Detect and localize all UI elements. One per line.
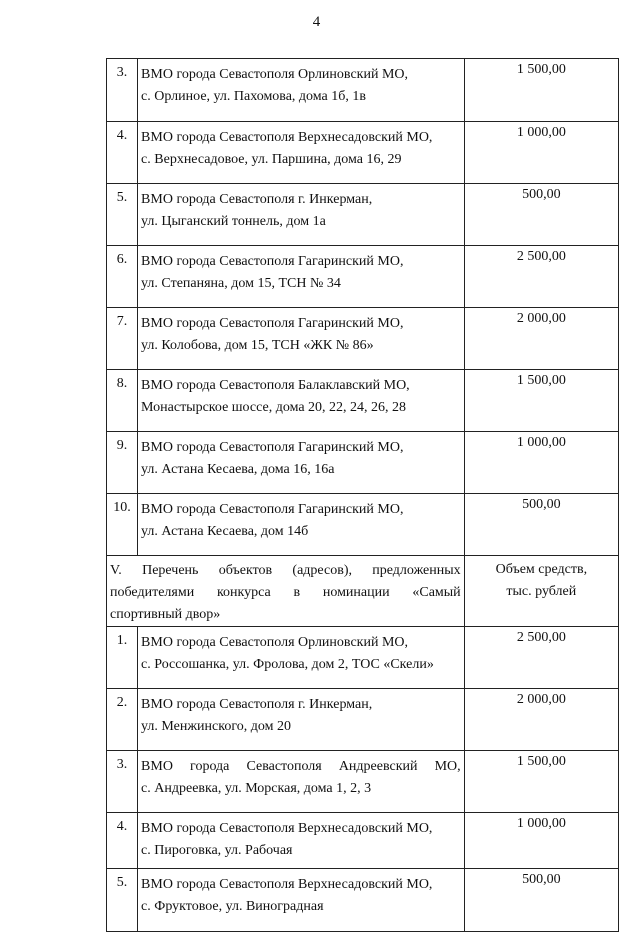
row-description [138, 432, 465, 494]
description-line: ул. Колобова, дом 15, ТСН «ЖК № 86» [141, 338, 374, 353]
table-row [107, 370, 619, 432]
description-line: ВМО города Севастополя г. Инкерман, [141, 192, 373, 207]
row-description [138, 370, 465, 432]
description-line: ВМО города Севастополя Гагаринский МО, [141, 254, 404, 269]
description-line: ВМО города Севастополя Балаклавский МО, [141, 378, 410, 393]
section-title [107, 556, 465, 627]
description-line: ВМО города Севастополя Андреевский МО, [141, 759, 461, 774]
table-row [107, 59, 619, 122]
row-amount: 500,00 [464, 869, 618, 932]
row-number: 7. [107, 308, 138, 370]
row-number: 10. [107, 494, 138, 556]
description-line: с. Верхнесадовое, ул. Паршина, дома 16, 29 [141, 152, 402, 167]
table-row [107, 751, 619, 813]
amount-header-line: тыс. рублей [506, 584, 577, 599]
table-row [107, 869, 619, 932]
row-amount: 500,00 [464, 184, 618, 246]
description-line: ВМО города Севастополя Орлиновский МО, [141, 67, 408, 82]
description-line: ВМО города Севастополя Верхнесадовский МО, [141, 877, 433, 892]
row-number: 3. [107, 751, 138, 813]
row-number: 5. [107, 184, 138, 246]
row-amount: 2 000,00 [464, 308, 618, 370]
row-number: 6. [107, 246, 138, 308]
row-description [138, 494, 465, 556]
table-row [107, 184, 619, 246]
section-title-line: победителями конкурса в номинации «Самый [110, 585, 461, 600]
description-line: ул. Менжинского, дом 20 [141, 719, 291, 734]
table-row [107, 813, 619, 869]
table-row [107, 122, 619, 184]
row-description [138, 869, 465, 932]
row-description [138, 751, 465, 813]
description-line: ВМО города Севастополя Верхнесадовский МО, [141, 130, 433, 145]
row-number: 8. [107, 370, 138, 432]
description-line: ВМО города Севастополя г. Инкерман, [141, 697, 373, 712]
description-line: ВМО города Севастополя Гагаринский МО, [141, 440, 404, 455]
row-number: 5. [107, 869, 138, 932]
row-amount: 500,00 [464, 494, 618, 556]
row-amount: 1 000,00 [464, 122, 618, 184]
row-amount: 1 000,00 [464, 432, 618, 494]
row-description [138, 627, 465, 689]
description-line: с. Андреевка, ул. Морская, дома 1, 2, 3 [141, 781, 372, 796]
table-row [107, 689, 619, 751]
row-amount: 1 000,00 [464, 813, 618, 869]
description-line: ВМО города Севастополя Верхнесадовский МО, [141, 821, 433, 836]
row-number: 2. [107, 689, 138, 751]
table-row [107, 494, 619, 556]
description-line: ул. Астана Кесаева, дома 16, 16а [141, 462, 335, 477]
row-number: 4. [107, 813, 138, 869]
description-line: ул. Астана Кесаева, дом 14б [141, 524, 309, 539]
table-row [107, 432, 619, 494]
row-amount: 1 500,00 [464, 59, 618, 122]
row-amount: 1 500,00 [464, 370, 618, 432]
row-amount: 2 500,00 [464, 627, 618, 689]
row-amount: 2 000,00 [464, 689, 618, 751]
description-line: ВМО города Севастополя Гагаринский МО, [141, 316, 404, 331]
row-description [138, 813, 465, 869]
description-line: ВМО города Севастополя Гагаринский МО, [141, 502, 404, 517]
description-line: Монастырское шоссе, дома 20, 22, 24, 26, 28 [141, 400, 407, 415]
description-line: ВМО города Севастополя Орлиновский МО, [141, 635, 408, 650]
table-row [107, 308, 619, 370]
row-amount: 2 500,00 [464, 246, 618, 308]
description-line: ул. Цыганский тоннель, дом 1а [141, 214, 326, 229]
table-row [107, 627, 619, 689]
amount-header-line: Объем средств, [495, 562, 588, 577]
row-number: 1. [107, 627, 138, 689]
row-description [138, 59, 465, 122]
allocation-table [106, 58, 619, 932]
table-row [107, 246, 619, 308]
row-number: 3. [107, 59, 138, 122]
row-description [138, 246, 465, 308]
description-line: ул. Степаняна, дом 15, ТСН № 34 [141, 276, 341, 291]
section-header-row [107, 556, 619, 627]
description-line: с. Орлиное, ул. Пахомова, дома 1б, 1в [141, 89, 367, 104]
row-number: 4. [107, 122, 138, 184]
row-description [138, 184, 465, 246]
row-amount: 1 500,00 [464, 751, 618, 813]
description-line: с. Фруктовое, ул. Виноградная [141, 899, 324, 914]
row-number: 9. [107, 432, 138, 494]
description-line: с. Россошанка, ул. Фролова, дом 2, ТОС «Скели» [141, 657, 434, 672]
row-description [138, 689, 465, 751]
row-description [138, 308, 465, 370]
section-title-line: спортивный двор» [110, 607, 221, 622]
amount-column-header [464, 556, 618, 627]
row-description [138, 122, 465, 184]
section-title-line: V. Перечень объектов (адресов), предложенных [110, 563, 461, 578]
description-line: с. Пироговка, ул. Рабочая [141, 843, 293, 858]
page-number: 4 [312, 14, 321, 30]
